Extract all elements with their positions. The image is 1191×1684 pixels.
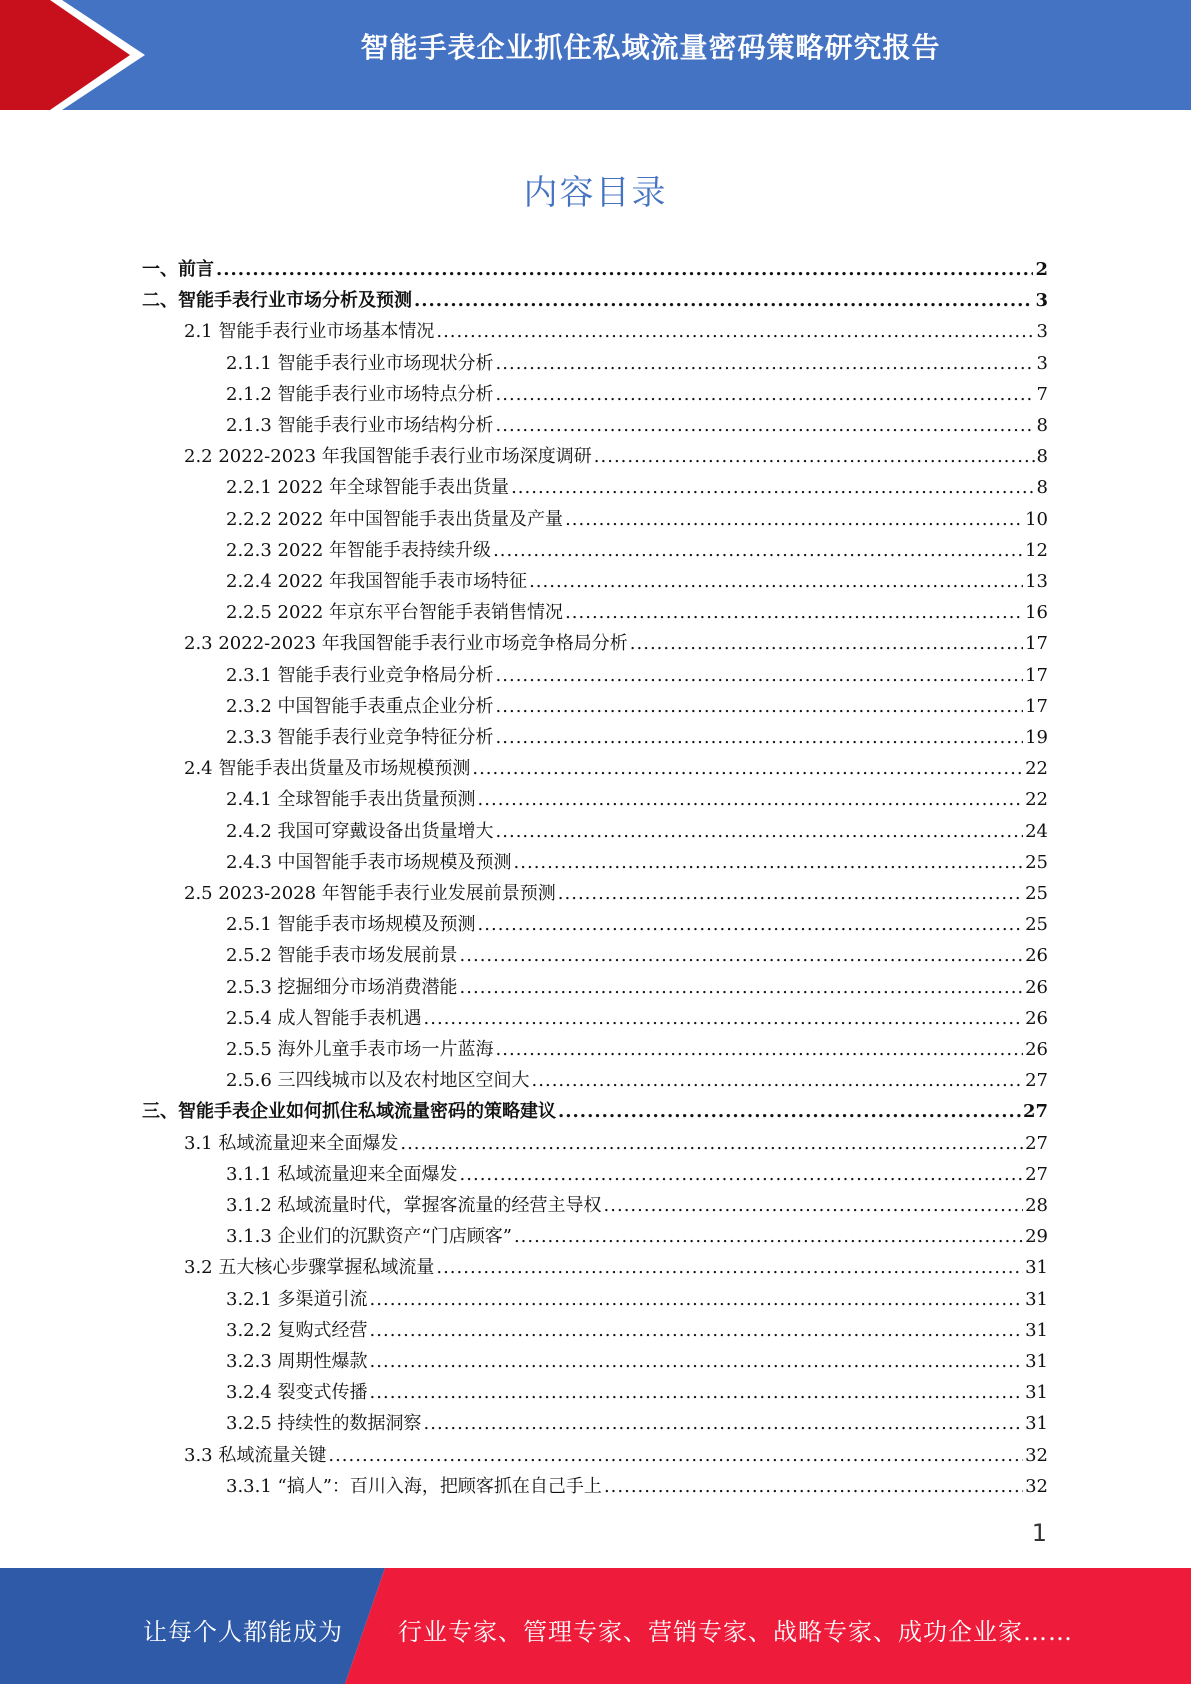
toc-entry[interactable]	[226, 1471, 1048, 1502]
toc-entry-title: 2.4.1 全球智能手表出货量预测	[226, 789, 476, 811]
toc-entry[interactable]	[226, 348, 1048, 379]
toc-entry-title: 3.3 私域流量关键	[184, 1444, 327, 1466]
toc-entry[interactable]	[184, 441, 1048, 472]
toc-leader-dots	[594, 441, 1035, 472]
toc-entry-page: 22	[1025, 758, 1048, 780]
toc-entry-title: 3.3.1 “搞人”：百川入海，把顾客抓在自己手上	[226, 1475, 602, 1497]
toc-leader-dots	[604, 1471, 1023, 1502]
toc-entry[interactable]	[226, 1159, 1048, 1190]
toc-entry-page: 31	[1025, 1288, 1048, 1310]
toc-entry-page: 24	[1025, 820, 1048, 842]
footer-banner	[0, 1568, 1191, 1684]
toc-entry-title: 2.1.1 智能手表行业市场现状分析	[226, 352, 494, 374]
toc-leader-dots	[496, 816, 1024, 847]
toc-entry[interactable]	[184, 316, 1048, 347]
toc-entry-title: 2.1.3 智能手表行业市场结构分析	[226, 415, 494, 436]
toc-entry-page: 26	[1025, 1039, 1048, 1060]
toc-entry[interactable]	[184, 878, 1048, 909]
toc-entry-page: 2	[1035, 259, 1048, 280]
toc-entry-page: 7	[1036, 383, 1048, 405]
toc-entry[interactable]	[226, 1003, 1048, 1034]
toc-leader-dots	[496, 379, 1035, 410]
toc-entry[interactable]	[142, 285, 1048, 316]
toc-entry-title: 2.5.1 智能手表市场规模及预测	[226, 914, 476, 936]
toc-entry-title: 2.4.3 中国智能手表市场规模及预测	[226, 851, 512, 873]
toc-entry[interactable]	[226, 1408, 1048, 1439]
toc-entry-title: 2.5 2023-2028 年智能手表行业发展前景预测	[184, 883, 556, 904]
toc-leader-dots	[460, 972, 1024, 1003]
toc-leader-dots	[496, 410, 1035, 441]
toc-entry-page: 22	[1025, 789, 1048, 811]
toc-entry-page: 12	[1025, 539, 1048, 561]
toc-entry[interactable]	[142, 254, 1048, 285]
toc-leader-dots	[496, 348, 1035, 379]
toc-leader-dots	[478, 784, 1024, 815]
toc-entry[interactable]	[226, 940, 1048, 971]
header-title: 智能手表企业抓住私域流量密码策略研究报告	[360, 31, 941, 64]
toc-leader-dots	[514, 847, 1024, 878]
toc-entry-title: 二、智能手表行业市场分析及预测	[142, 290, 412, 312]
toc-entry-title: 2.5.4 成人智能手表机遇	[226, 1007, 422, 1029]
toc-entry[interactable]	[226, 597, 1048, 628]
toc-leader-dots	[558, 878, 1023, 909]
toc-entry-page: 25	[1025, 914, 1048, 936]
toc-entry[interactable]	[184, 1128, 1048, 1159]
toc-entry-page: 17	[1025, 633, 1048, 655]
toc-entry-page: 31	[1025, 1319, 1048, 1341]
toc-leader-dots	[565, 504, 1023, 535]
toc-entry-title: 2.2.1 2022 年全球智能手表出货量	[226, 477, 510, 499]
toc-entry[interactable]	[226, 1284, 1048, 1315]
toc-leader-dots	[460, 940, 1024, 971]
toc-entry-title: 2.1.2 智能手表行业市场特点分析	[226, 383, 494, 405]
toc-entry-title: 3.1 私域流量迎来全面爆发	[184, 1132, 399, 1154]
toc-entry-title: 2.2.3 2022 年智能手表持续升级	[226, 539, 492, 561]
toc-entry-title: 2.4.2 我国可穿戴设备出货量增大	[226, 820, 494, 842]
toc-entry-page: 27	[1025, 1070, 1048, 1092]
toc-entry-page: 26	[1025, 976, 1048, 998]
toc-leader-dots	[472, 753, 1023, 784]
toc-leader-dots	[460, 1159, 1024, 1190]
toc-entry-page: 29	[1025, 1226, 1048, 1248]
toc-entry-title: 2.1 智能手表行业市场基本情况	[184, 321, 435, 343]
toc-leader-dots	[511, 472, 1034, 503]
toc-leader-dots	[370, 1284, 1024, 1315]
toc-entry[interactable]	[184, 1252, 1048, 1283]
toc-entry-title: 2.3 2022-2023 年我国智能手表行业市场竞争格局分析	[184, 633, 628, 655]
toc-entry[interactable]	[184, 1440, 1048, 1471]
toc-leader-dots	[558, 1096, 1021, 1127]
toc-entry[interactable]	[226, 784, 1048, 815]
toc-entry-page: 32	[1025, 1444, 1048, 1466]
toc-entry[interactable]	[226, 1377, 1048, 1408]
toc-leader-dots	[496, 722, 1024, 753]
toc-entry[interactable]	[226, 691, 1048, 722]
toc-entry-title: 3.2 五大核心步骤掌握私域流量	[184, 1257, 435, 1279]
toc-entry[interactable]	[226, 1034, 1048, 1065]
toc-entry-title: 3.1.3 企业们的沉默资产“门店顾客”	[226, 1226, 512, 1248]
toc-entry-page: 10	[1025, 508, 1048, 530]
toc-entry[interactable]	[226, 410, 1048, 441]
toc-entry[interactable]	[226, 847, 1048, 878]
toc-entry-title: 2.3.2 中国智能手表重点企业分析	[226, 695, 494, 717]
toc-leader-dots	[370, 1346, 1024, 1377]
toc-entry-title: 2.5.5 海外儿童手表市场一片蓝海	[226, 1039, 494, 1060]
toc-entry-page: 25	[1025, 851, 1048, 873]
toc-entry-title: 2.5.2 智能手表市场发展前景	[226, 945, 458, 967]
toc-entry-page: 16	[1025, 602, 1048, 624]
toc-entry-title: 3.2.4 裂变式传播	[226, 1382, 368, 1404]
toc-leader-dots	[630, 628, 1023, 659]
toc-entry-page: 17	[1025, 664, 1048, 686]
toc-entry[interactable]	[226, 1190, 1048, 1221]
toc-entry-page: 32	[1025, 1475, 1048, 1497]
toc-entry-title: 一、前言	[142, 259, 214, 280]
toc-leader-dots	[424, 1003, 1024, 1034]
toc-entry-page: 27	[1022, 1101, 1048, 1123]
toc-leader-dots	[478, 909, 1024, 940]
toc-entry-page: 13	[1025, 571, 1048, 592]
toc-entry[interactable]	[226, 1221, 1048, 1252]
toc-entry[interactable]	[226, 1315, 1048, 1346]
toc-leader-dots	[514, 1221, 1023, 1252]
toc-leader-dots	[493, 535, 1023, 566]
toc-entry-title: 2.2.5 2022 年京东平台智能手表销售情况	[226, 602, 564, 624]
toc-leader-dots	[529, 566, 1023, 597]
toc-entry[interactable]	[226, 972, 1048, 1003]
toc-entry-page: 26	[1025, 1007, 1048, 1029]
toc-leader-dots	[436, 1252, 1023, 1283]
toc-entry-title: 2.3.3 智能手表行业竞争特征分析	[226, 727, 494, 748]
toc-entry[interactable]	[142, 1096, 1048, 1127]
page-number: 1	[1031, 1519, 1047, 1547]
toc-leader-dots	[496, 660, 1024, 691]
toc-entry-title: 3.1.2 私域流量时代，掌握客流量的经营主导权	[226, 1195, 602, 1216]
toc-entry-title: 2.2.4 2022 年我国智能手表市场特征	[226, 571, 528, 592]
toc-leader-dots	[414, 285, 1033, 316]
toc-entry-page: 25	[1025, 883, 1048, 904]
toc-leader-dots	[565, 597, 1023, 628]
toc-leader-dots	[328, 1440, 1023, 1471]
toc-entry-page: 19	[1025, 727, 1048, 748]
toc-leader-dots	[496, 1034, 1024, 1065]
toc-entry[interactable]	[184, 753, 1048, 784]
toc-entry[interactable]	[226, 1065, 1048, 1096]
toc-leader-dots	[436, 316, 1034, 347]
footer-slogan-left: 让每个人都能成为	[143, 1618, 343, 1646]
toc-entry-page: 31	[1025, 1382, 1048, 1404]
toc-entry-page: 27	[1025, 1163, 1048, 1185]
footer-slogan-right: 行业专家、管理专家、营销专家、战略专家、成功企业家……	[398, 1618, 1073, 1646]
toc-title: 内容目录	[523, 173, 668, 213]
toc-entry-title: 3.2.5 持续性的数据洞察	[226, 1413, 422, 1435]
toc-entry-page: 8	[1036, 446, 1048, 468]
toc-entry-page: 3	[1036, 352, 1048, 374]
toc-entry[interactable]	[226, 1346, 1048, 1377]
toc-entry[interactable]	[226, 816, 1048, 847]
toc-entry[interactable]	[226, 909, 1048, 940]
toc-leader-dots	[370, 1377, 1024, 1408]
toc-entry[interactable]	[226, 504, 1048, 535]
toc-entry[interactable]	[226, 722, 1048, 753]
toc-leader-dots	[604, 1190, 1024, 1221]
toc-entry-page: 26	[1025, 945, 1048, 967]
toc-entry-page: 27	[1025, 1132, 1048, 1154]
toc-entry-title: 2.2 2022-2023 年我国智能手表行业市场深度调研	[184, 446, 592, 468]
toc-entry-title: 2.4 智能手表出货量及市场规模预测	[184, 758, 471, 780]
toc-entry-title: 2.5.6 三四线城市以及农村地区空间大	[226, 1070, 530, 1092]
toc-entry-page: 17	[1025, 695, 1048, 717]
toc-entry-page: 8	[1036, 477, 1048, 499]
toc-entry-page: 8	[1036, 415, 1048, 436]
toc-entry[interactable]	[226, 472, 1048, 503]
toc-entry-page: 31	[1025, 1257, 1048, 1279]
toc-leader-dots	[400, 1128, 1023, 1159]
header-banner	[0, 0, 1191, 110]
toc-leader-dots	[532, 1065, 1024, 1096]
toc-entry-title: 3.2.2 复购式经营	[226, 1319, 368, 1341]
toc-entry-title: 2.2.2 2022 年中国智能手表出货量及产量	[226, 508, 564, 530]
toc-entry[interactable]	[226, 566, 1048, 597]
toc-entry[interactable]	[226, 379, 1048, 410]
toc-entry[interactable]	[226, 660, 1048, 691]
toc-leader-dots	[496, 691, 1024, 722]
toc-entry-title: 3.2.3 周期性爆款	[226, 1351, 368, 1372]
toc-entry-page: 3	[1035, 290, 1048, 312]
toc-entry-title: 三、智能手表企业如何抓住私域流量密码的策略建议	[142, 1101, 556, 1123]
toc-leader-dots	[216, 254, 1033, 285]
toc-entry[interactable]	[184, 628, 1048, 659]
toc-entry-title: 3.1.1 私域流量迎来全面爆发	[226, 1163, 458, 1185]
toc-entry-title: 2.5.3 挖掘细分市场消费潜能	[226, 976, 458, 998]
toc-entry-page: 31	[1025, 1351, 1048, 1372]
toc-leader-dots	[424, 1408, 1024, 1439]
toc-entry-page: 31	[1025, 1413, 1048, 1435]
toc-entry-title: 2.3.1 智能手表行业竞争格局分析	[226, 664, 494, 686]
toc-entry[interactable]	[226, 535, 1048, 566]
toc-entry-page: 3	[1036, 321, 1048, 343]
toc-entry-page: 28	[1025, 1195, 1048, 1216]
toc-leader-dots	[370, 1315, 1024, 1346]
toc-entry-title: 3.2.1 多渠道引流	[226, 1288, 368, 1310]
